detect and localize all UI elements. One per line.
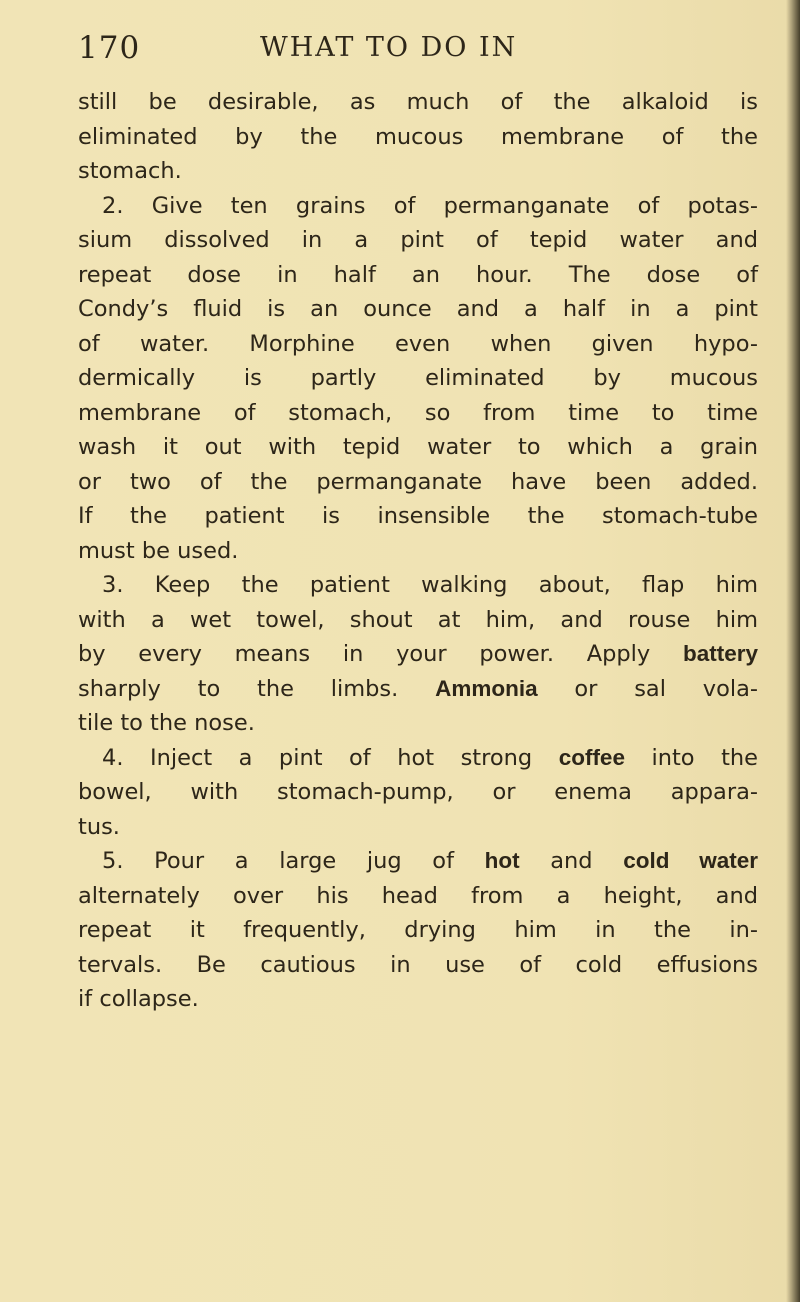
text-segment: into the [624,744,758,771]
text-line [78,637,758,672]
text-segment: or sal vola- [537,675,758,702]
bold-term-ammonia: Ammonia [435,675,538,701]
text-line: with a wet towel, shout at him, and rouse him [78,606,758,633]
text-line: must be used. [78,537,239,564]
text-line: eliminated by the mucous membrane of the [78,123,758,150]
text-segment: 4. Inject a pint of hot strong [102,744,559,771]
text-segment: and [519,848,624,874]
text-line: if collapse. [78,986,199,1012]
text-line: still be desirable, as much of the alkaloid is [78,89,758,115]
text-line: or two of the permanganate have been added. [78,468,758,495]
text-line: repeat dose in half an hour. The dose of [78,261,758,288]
page-header [78,30,758,70]
text-line: tervals. Be cautious in use of cold effusions [78,951,758,978]
text-segment: 5. Pour a large jug of [102,848,485,874]
text-line: stomach. [78,158,182,184]
text-line: 3. Keep the patient walking about, flap him [102,572,758,598]
page-number: 170 [78,30,141,66]
text-line: tus. [78,813,120,840]
text-line [78,672,758,707]
text-line: repeat it frequently, drying him in the in- [78,917,758,943]
running-head: WHAT TO DO IN [260,32,518,63]
text-line: sium dissolved in a pint of tepid water and [78,227,758,253]
text-line: bowel, with stomach-pump, or enema appara- [78,779,758,805]
text-segment: sharply to the limbs. [78,675,436,702]
text-line [78,844,758,879]
body-text [78,85,758,1017]
text-line: tile to the nose. [78,710,255,736]
bold-term-battery: battery [682,641,758,666]
text-segment: by every means in your power. Apply [78,641,683,667]
text-line: Condy’s fluid is an ounce and a half in a pint [78,296,758,322]
text-line: alternately over his head from a height, and [78,882,758,909]
text-line: If the patient is insensible the stomach-tube [78,503,758,529]
bold-term-hot: hot [484,848,520,873]
page-edge-shadow [786,0,800,1302]
text-line: of water. Morphine even when given hypo- [78,330,758,357]
text-line: membrane of stomach, so from time to time [78,399,758,426]
bold-term-coffee: coffee [558,744,625,770]
text-line [78,741,758,776]
text-line: 2. Give ten grains of permanganate of potas- [102,192,758,219]
text-line: wash it out with tepid water to which a grain [78,434,758,460]
bold-term-cold-water: cold water [623,848,759,873]
text-line: dermically is partly eliminated by mucous [78,365,758,391]
